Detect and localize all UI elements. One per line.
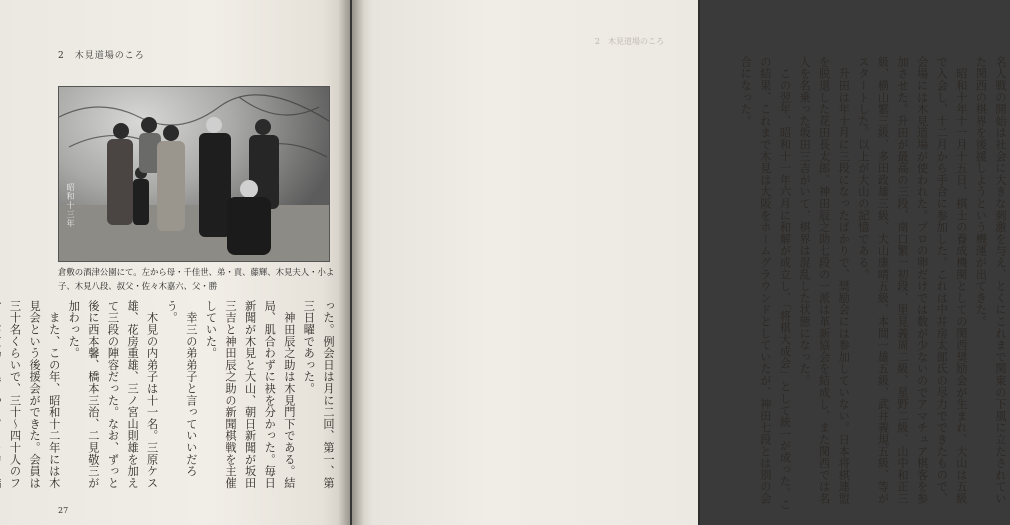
page-number: 27 [58, 506, 69, 515]
left-page [0, 0, 350, 525]
right-body-text: 名人戦の開始は社会に大きな刺激を与え、とくにこれまで関東の下風に立たされていた関西の棋界を後援しようという機運が出てきた。 昭和十年十一月十五日、棋士の養成機関としての関西奨励会が生まれ、大山は五級で入会し、十二月から手合に参加した。これは中井房太郎氏の尽力でできたもので、会場には木見道場が使われた。プロの卵だけでは数が少ないのでアマチュア棋客を参加させた。升田が最高の三段、南口繁一初段、里見義周二級、星野二級、山中和正三級、横山繁三級、多田政雄三級、大山康晴五級、本間一雄五級、武井義規五級、等がスタートした。以上が大山の記憶である。 升田は年十月に三段になったばかりで、奨励会には参加していない。日本将棋連盟を脱退した花田長太郎、神田辰之助七段の一派は革新協会を結成し、また関西では名人を名乗った坂田三吉がいて、棋界は混乱した状態になった。 この翌年、昭和十一年六月に和解が成立し、「将棋大成会」として統一が成った。この結果、これまで木見は大阪をホームグラウンドとしていたが、神田七段とは別の会合になった。 [739, 56, 1007, 511]
photo-ground [59, 205, 329, 261]
photo-tree-branches [59, 95, 329, 157]
book-gutter-shadow [338, 0, 364, 525]
chapter-header: 2 木見道場のころ [58, 51, 145, 61]
right-page [352, 0, 1007, 525]
photo-inscription: 昭和十三年 [66, 183, 75, 228]
group-photograph [58, 86, 330, 262]
left-body-text: った。例会日は月に二回、第一、第三日曜であった。 神田辰之助は木見門下である。結局、肌合わずに袂を分かった。毎日新聞が木見と大山、朝日新聞が坂田三吉と神田辰之助の新聞棋戦を主催していた。 幸三の弟弟子と言っていいだろう。 木見の内弟子は十一名。三原ケス雄、花房重雄、三ノ宮山則雄を加えて三段の陣容だった。なお、ずっと後に西本馨、橋本三治、二見敬三が加わった。 また、この年、昭和十二年には木見会という後援会ができた。会員は三十名くらいで、三十〜四十人のフ [8, 300, 335, 489]
running-header-right: 2 木見道場のころ [594, 37, 664, 46]
photo-figures [59, 87, 329, 261]
photo-caption: 倉敷の酒津公園にて。左から母・千佳世、弟・貢、藤輝、木見夫人・小よ子、木見八段、叔父・佐々木嘉六、父・勝 [58, 267, 335, 291]
